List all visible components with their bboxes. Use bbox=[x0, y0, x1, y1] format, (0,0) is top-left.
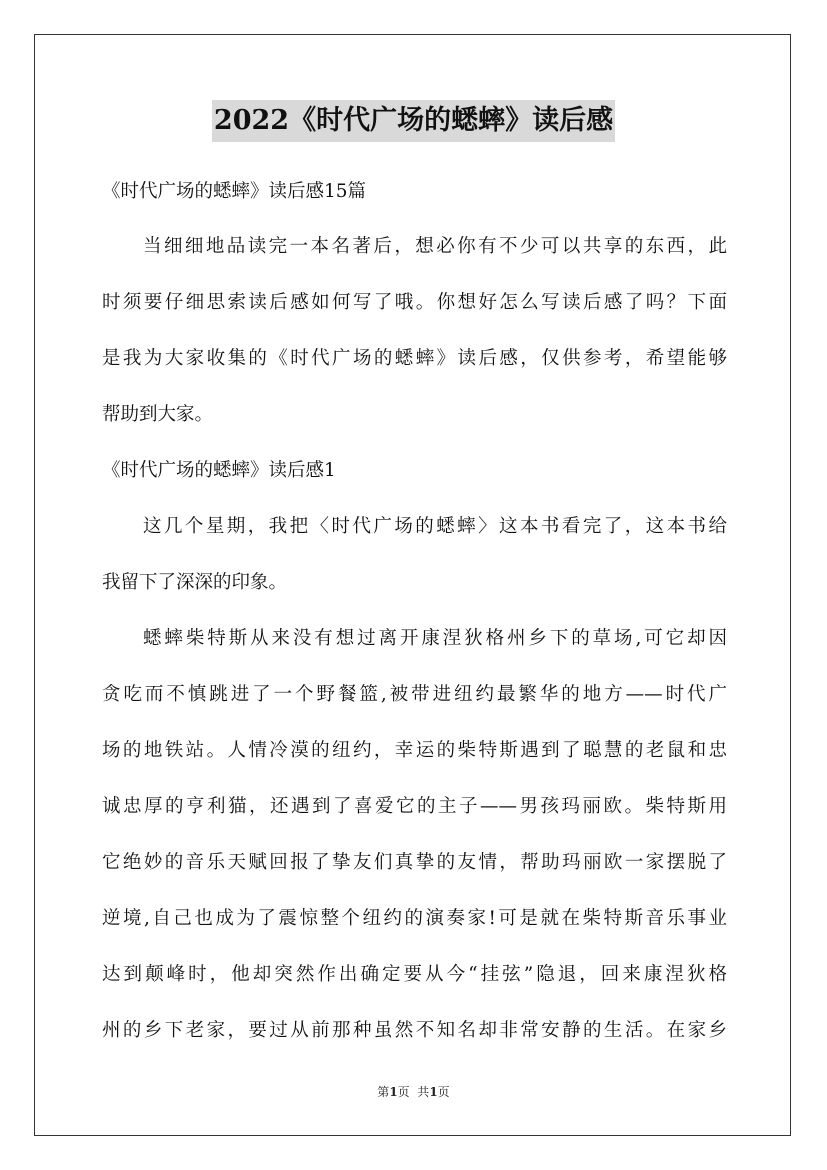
paragraph-line: 诚忠厚的亨利猫，还遇到了喜爱它的主子——男孩玛丽欧。柴特斯用 bbox=[102, 796, 727, 817]
section-heading: 《时代广场的蟋蟀》读后感1 bbox=[102, 460, 336, 481]
intro-line: 帮助到大家。 bbox=[102, 404, 214, 425]
footer-prefix: 第 bbox=[377, 1085, 390, 1099]
paragraph-line: 达到颠峰时，他却突然作出确定要从今“挂弦”隐退，回来康涅狄格 bbox=[102, 964, 727, 985]
paragraph-line: 场的地铁站。人情冷漠的纽约，幸运的柴特斯遇到了聪慧的老鼠和忠 bbox=[102, 740, 727, 761]
document-title: 2022《时代广场的蟋蟀》读后感 bbox=[212, 100, 615, 142]
paragraph-line: 这几个星期，我把〈时代广场的蟋蟀〉这本书看完了，这本书给 bbox=[143, 516, 727, 537]
intro-line: 当细细地品读完一本名著后，想必你有不少可以共享的东西，此 bbox=[143, 236, 727, 257]
document-body bbox=[102, 172, 727, 1067]
total-page-number: 1 bbox=[429, 1085, 438, 1099]
intro-line: 是我为大家收集的《时代广场的蟋蟀》读后感，仅供参考，希望能够 bbox=[102, 348, 727, 369]
paragraph-line: 蟋蟀柴特斯从来没有想过离开康涅狄格州乡下的草场,可它却因 bbox=[143, 628, 727, 649]
footer-mid: 页 共 bbox=[397, 1085, 430, 1099]
paragraph-line: 我留下了深深的印象。 bbox=[102, 572, 288, 593]
paragraph-line: 州的乡下老家，要过从前那种虽然不知名却非常安静的生活。在家乡 bbox=[102, 1020, 727, 1041]
current-page-number: 1 bbox=[389, 1085, 398, 1099]
intro-line: 时须要仔细思索读后感如何写了哦。你想好怎么写读后感了吗？下面 bbox=[102, 292, 727, 313]
subtitle: 《时代广场的蟋蟀》读后感15篇 bbox=[102, 181, 367, 202]
paragraph-line: 逆境,自己也成为了震惊整个纽约的演奏家!可是就在柴特斯音乐事业 bbox=[102, 908, 727, 929]
footer-suffix: 页 bbox=[437, 1085, 450, 1099]
paragraph-line: 它绝妙的音乐天赋回报了挚友们真挚的友情，帮助玛丽欧一家摆脱了 bbox=[102, 852, 727, 873]
paragraph-line: 贪吃而不慎跳进了一个野餐篮,被带进纽约最繁华的地方——时代广 bbox=[102, 684, 727, 705]
title-container bbox=[0, 100, 827, 142]
page-footer bbox=[0, 1082, 827, 1102]
